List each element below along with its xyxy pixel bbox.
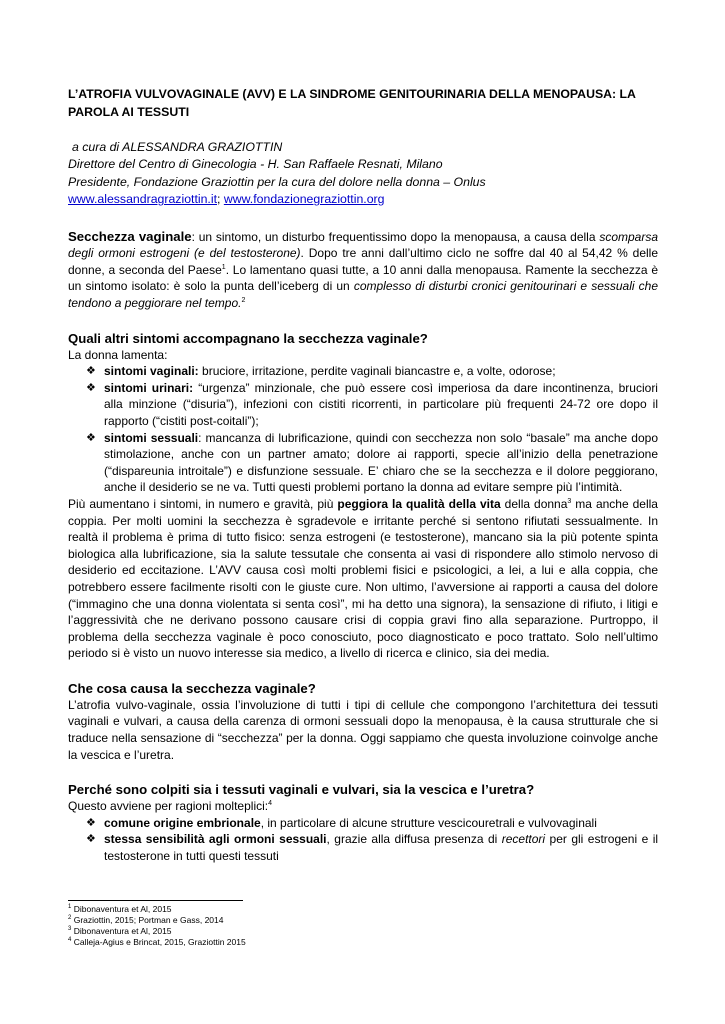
intro-text: . Lo lamentano quasi tutte, a 10 anni dalla menopausa. Ramente la secchezza è un sintomo isolato: è solo la punta dell’iceberg di un: [68, 262, 658, 294]
paragraph-text: ma anche della coppia. Per molti uomini la secchezza è sgradevole e irritante perché si sentono rifiutati sessualmente. In realtà il problema è prima di tutto fisico: senza estrogeni (e testosterone), mancano sia la più potente spinta biologica alla lubrificazione, sia la salute tessutale che consenta ai vasi di rispondere allo stimolo nervoso di desiderio ed eccitazione. L’AVV causa così molti problemi fisici e psicologici, a lei, a lui e alla coppia, che potrebbero essere facilmente risolti con le giuste cure. Non ultimo, l’avversione ai rapporti a causa del dolore (“immagino che una donna violentata si senta così”, mi ha detto una signora), la sensazione di rifiuto, i litigi e l’aggressività che ne derivano possono causare crisi di coppia gravi fino alla separazione. Purtroppo, il problema della secchezza vaginale è poco conosciuto, poco diagnosticato e poco trattato. Solo nell’ultimo periodo si è visto un nuovo interesse sia medico, a livello di ricerca e clinico, sia dei media.: [68, 496, 658, 661]
reasons-list: [68, 815, 658, 865]
bullet-diamond-icon: ❖: [86, 431, 96, 444]
list-item-text: “urgenza” minzionale, che può essere così imperiosa da dare incontinenza, bruciori alla minzione (“disuria”), infezioni con cistiti ricorrenti, in particolare più frequenti 24-72 ore dopo il rapporto (“cistiti post-coitali”);: [104, 380, 658, 428]
symptoms-list: [68, 363, 658, 496]
footnote: [68, 937, 468, 948]
list-item-label: sintomi vaginali:: [104, 364, 199, 379]
footnote-text: Dibonaventura et Al, 2015: [73, 904, 172, 914]
author-line: a cura di ALESSANDRA GRAZIOTTIN: [72, 140, 283, 154]
website-link-graziottin[interactable]: www.alessandragraziottin.it: [68, 192, 217, 207]
link-separator: ;: [217, 192, 221, 207]
list-item-text: , in particolare di alcune strutture vescicouretrali e vulvovaginali: [260, 815, 597, 830]
footnote-divider: [68, 900, 243, 901]
section-subheading: La donna lamenta:: [68, 347, 168, 362]
intro-paragraph: [68, 229, 658, 312]
footnote-ref[interactable]: 2: [241, 297, 246, 304]
paragraph-text: della donna: [500, 496, 568, 511]
footnote-ref[interactable]: 1: [221, 263, 226, 271]
author-block: [68, 139, 658, 209]
list-item-text: bruciore, irritazione, perdite vaginali biancastre e, a volte, odorose;: [198, 364, 556, 379]
bullet-diamond-icon: ❖: [86, 816, 96, 829]
paragraph-bold: peggiora la qualità della vita: [337, 496, 501, 511]
intro-text: : un sintomo, un disturbo frequentissimo dopo la menopausa, a causa della: [191, 229, 600, 244]
intro-italic: complesso di disturbi cronici genitourinari e sessuali che tendono a peggiorare nel tempo.: [68, 279, 658, 310]
footnote-number: 2: [68, 915, 72, 922]
footnote-text: Calleja-Agius e Brincat, 2015, Graziottin 2015: [73, 937, 246, 947]
list-item: [86, 363, 658, 380]
document-title: L’ATROFIA VULVOVAGINALE (AVV) E LA SINDROME GENITOURINARIA DELLA MENOPAUSA: LA PAROLA AI TESSUTI: [68, 87, 636, 119]
paragraph-text: Più aumentano i sintomi, in numero e gravità, più: [68, 496, 338, 511]
footnote-number: 4: [68, 937, 72, 944]
list-item-label: comune origine embrionale: [104, 815, 261, 830]
list-item: [86, 380, 658, 430]
footnote-ref[interactable]: 4: [268, 800, 273, 808]
author-links: [68, 191, 658, 208]
footnote-ref[interactable]: 3: [567, 497, 572, 505]
website-link-fondazione[interactable]: www.fondazionegraziottin.org: [223, 192, 385, 207]
author-foundation: Presidente, Fondazione Graziottin per la cura del dolore nella donna – Onlus: [68, 174, 486, 189]
list-item: [86, 831, 658, 864]
footnote: [68, 915, 468, 926]
intro-italic: scomparsa degli ormoni estrogeni (e del testosterone): [68, 229, 658, 261]
list-item-italic: recettori: [501, 832, 546, 847]
section-heading-symptoms: Quali altri sintomi accompagnano la secchezza vaginale?: [68, 330, 428, 346]
list-item-label: sintomi sessuali: [104, 430, 199, 445]
list-item: [86, 430, 658, 496]
footnote-text: Graziottin, 2015; Portman e Gass, 2014: [73, 915, 224, 925]
footnote-text: Dibonaventura et Al, 2015: [73, 926, 172, 936]
list-item-label: stessa sensibilità agli ormoni sessuali: [104, 832, 327, 847]
bullet-diamond-icon: ❖: [86, 833, 96, 846]
footnote-number: 1: [68, 904, 72, 911]
subheading-text: Questo avviene per ragioni molteplici:: [68, 799, 269, 814]
section-heading-tissues: Perché sono colpiti sia i tessuti vaginali e vulvari, sia la vescica e l’uretra?: [68, 782, 535, 798]
section-subheading: [68, 798, 658, 815]
footnote-number: 3: [68, 926, 72, 933]
intro-term: Secchezza vaginale: [68, 228, 192, 244]
footnote: [68, 904, 468, 915]
footnote: [68, 926, 468, 937]
author-affiliation: Direttore del Centro di Ginecologia - H. San Raffaele Resnati, Milano: [68, 157, 443, 172]
intro-text: . Dopo tre anni dall’ultimo ciclo ne soffre dal 40 al 54,42 % delle donne, a seconda del Paese: [68, 246, 659, 277]
list-item-text: per gli estrogeni e il testosterone in tutti questi tessuti: [104, 832, 659, 864]
causes-paragraph: L’atrofia vulvo-vaginale, ossia l’involuzione di tutti i tipi di cellule che compongono l’architettura dei tessuti vaginali e vulvari, a causa della carenza di ormoni sessuali dopo la menopausa, è la causa strutturale che si traduce nella sensazione di “secchezza” per la donna. Oggi sappiamo che questa involuzione coinvolge anche la vescica e l’uretra.: [68, 697, 658, 762]
list-item-label: sintomi urinari:: [104, 380, 199, 395]
quality-of-life-paragraph: [68, 496, 658, 662]
document-body: [68, 86, 658, 865]
bullet-diamond-icon: ❖: [86, 365, 96, 378]
list-item: [86, 815, 658, 832]
bullet-diamond-icon: ❖: [86, 381, 96, 394]
footnotes: [68, 900, 468, 948]
section-heading-causes: Che cosa causa la secchezza vaginale?: [68, 680, 316, 696]
list-item-text: : mancanza di lubrificazione, quindi con secchezza non solo “basale” ma anche dopo stimolazione, anche con un partner amato; dolore ai rapporti, specie all’inizio della penetrazione (“dispareunia introitale”) e disfunzione sessuale. E’ chiaro che se la secchezza e il dolore peggiorano, anche il desiderio se ne va. Tutti questi problemi portano la donna ad evitare sempre più l’intimità.: [104, 430, 659, 495]
list-item-text: , grazie alla diffusa presenza di: [326, 832, 502, 847]
